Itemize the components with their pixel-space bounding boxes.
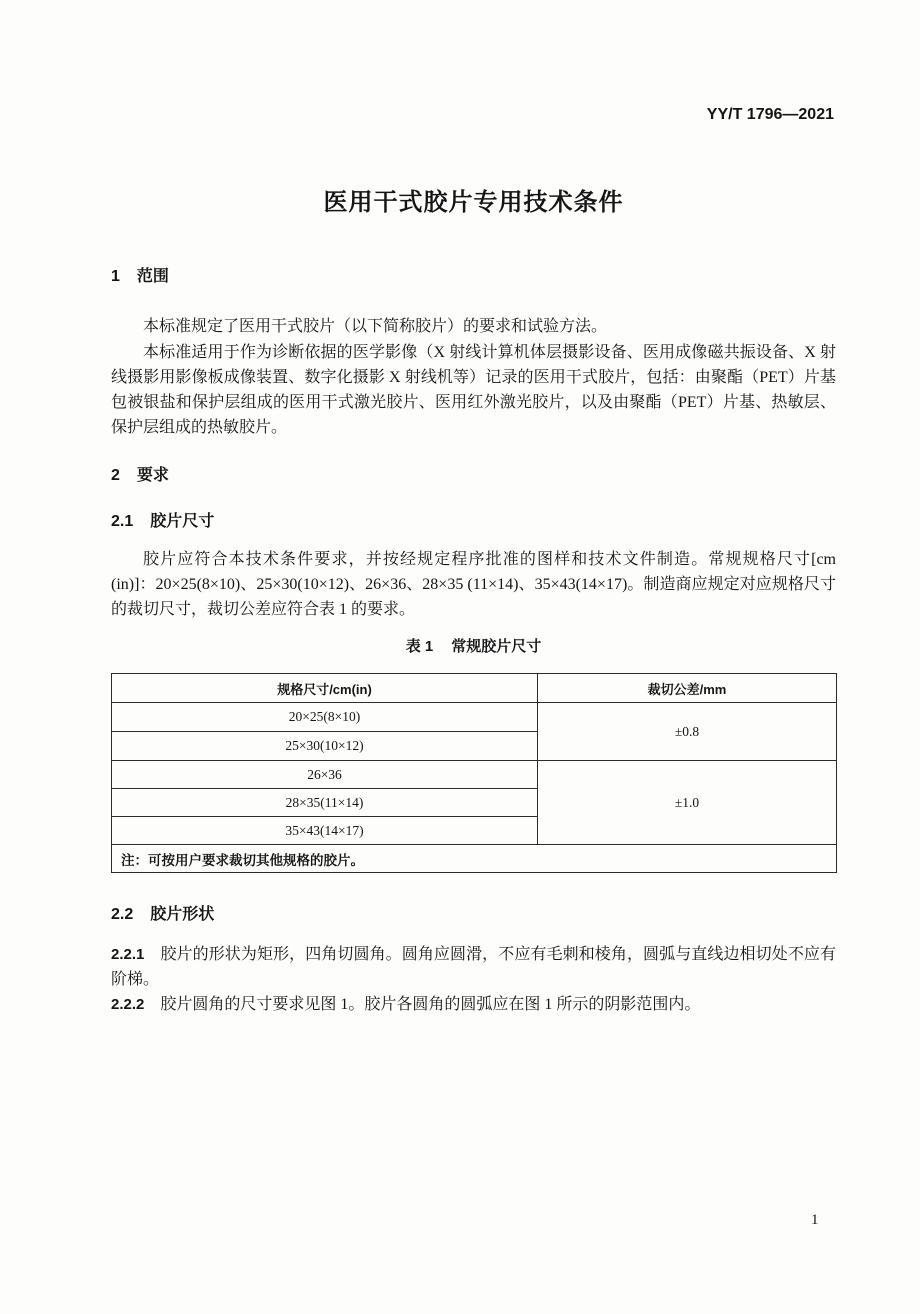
- table-cell-tolerance: ±0.8: [538, 703, 837, 761]
- paragraph-scope-1: 本标准规定了医用干式胶片（以下简称胶片）的要求和试验方法。: [143, 318, 608, 335]
- document-body: [111, 0, 836, 1017]
- table-note-row: [112, 845, 837, 873]
- document-title: 医用干式胶片专用技术条件: [323, 189, 624, 216]
- clause-text: 胶片圆角的尺寸要求见图 1。胶片各圆角的圆弧应在图 1 所示的阴影范围内。: [160, 996, 701, 1013]
- table-cell-size: 25×30(10×12): [112, 732, 538, 761]
- section-heading-film-size: [111, 509, 836, 534]
- page-number: 1: [811, 1212, 819, 1228]
- table-film-sizes: [111, 673, 837, 873]
- section-heading-requirements: [111, 463, 836, 488]
- table-cell-size: 35×43(14×17): [112, 817, 538, 845]
- table-cell-size: 20×25(8×10): [112, 703, 538, 732]
- section-number: 2.1: [111, 513, 134, 530]
- clause-number: 2.2.1: [111, 946, 145, 963]
- section-title: 范围: [136, 268, 169, 285]
- standard-code: YY/T 1796—2021: [706, 106, 834, 123]
- table-caption: [111, 634, 836, 659]
- table-caption-title: 常规胶片尺寸: [451, 638, 542, 655]
- table-cell-size: 28×35(11×14): [112, 789, 538, 817]
- table-header-size: 规格尺寸/cm(in): [112, 674, 538, 703]
- paragraph-film-size: 胶片应符合本技术条件要求，并按经规定程序批准的图样和技术文件制造。常规规格尺寸[cm (in)]：20×25(8×10)、25×30(10×12)、26×36、28×35 (11×14)、35×43(14×17)。制造商应规定对应规格尺寸的裁切尺寸，裁切公差应符合表 1 的要求。: [111, 551, 836, 618]
- section-title: 要求: [136, 467, 169, 484]
- table-header-row: [112, 674, 837, 703]
- clause-text: 胶片的形状为矩形，四角切圆角。圆角应圆滑，不应有毛刺和棱角，圆弧与直线边相切处不应有阶梯。: [111, 946, 836, 988]
- table-row: [112, 761, 837, 789]
- section-number: 1: [111, 268, 120, 285]
- table-header-tolerance: 裁切公差/mm: [538, 674, 837, 703]
- section-title: 胶片形状: [150, 906, 215, 923]
- table-row: [112, 703, 837, 732]
- section-number: 2: [111, 467, 120, 484]
- section-title: 胶片尺寸: [150, 513, 215, 530]
- clause-number: 2.2.2: [111, 996, 145, 1013]
- paragraph-scope-2: 本标准适用于作为诊断依据的医学影像（X 射线计算机体层摄影设备、医用成像磁共振设备、X 射线摄影用影像板成像装置、数字化摄影 X 射线机等）记录的医用干式胶片，包括：由聚酯（PET）片基包被银盐和保护层组成的医用干式激光胶片、医用红外激光胶片，以及由聚酯（PET）片基、热敏层、保护层组成的热敏胶片。: [111, 344, 836, 436]
- table-cell-tolerance: ±1.0: [538, 761, 837, 845]
- section-number: 2.2: [111, 906, 134, 923]
- clause-2-2-2: [111, 992, 836, 1017]
- table-caption-number: 表 1: [405, 638, 434, 655]
- clause-2-2-1: [111, 942, 836, 992]
- section-heading-film-shape: [111, 902, 836, 927]
- table-note: 注：可按用户要求裁切其他规格的胶片。: [112, 845, 837, 873]
- table-cell-size: 26×36: [112, 761, 538, 789]
- section-heading-scope: [111, 264, 836, 289]
